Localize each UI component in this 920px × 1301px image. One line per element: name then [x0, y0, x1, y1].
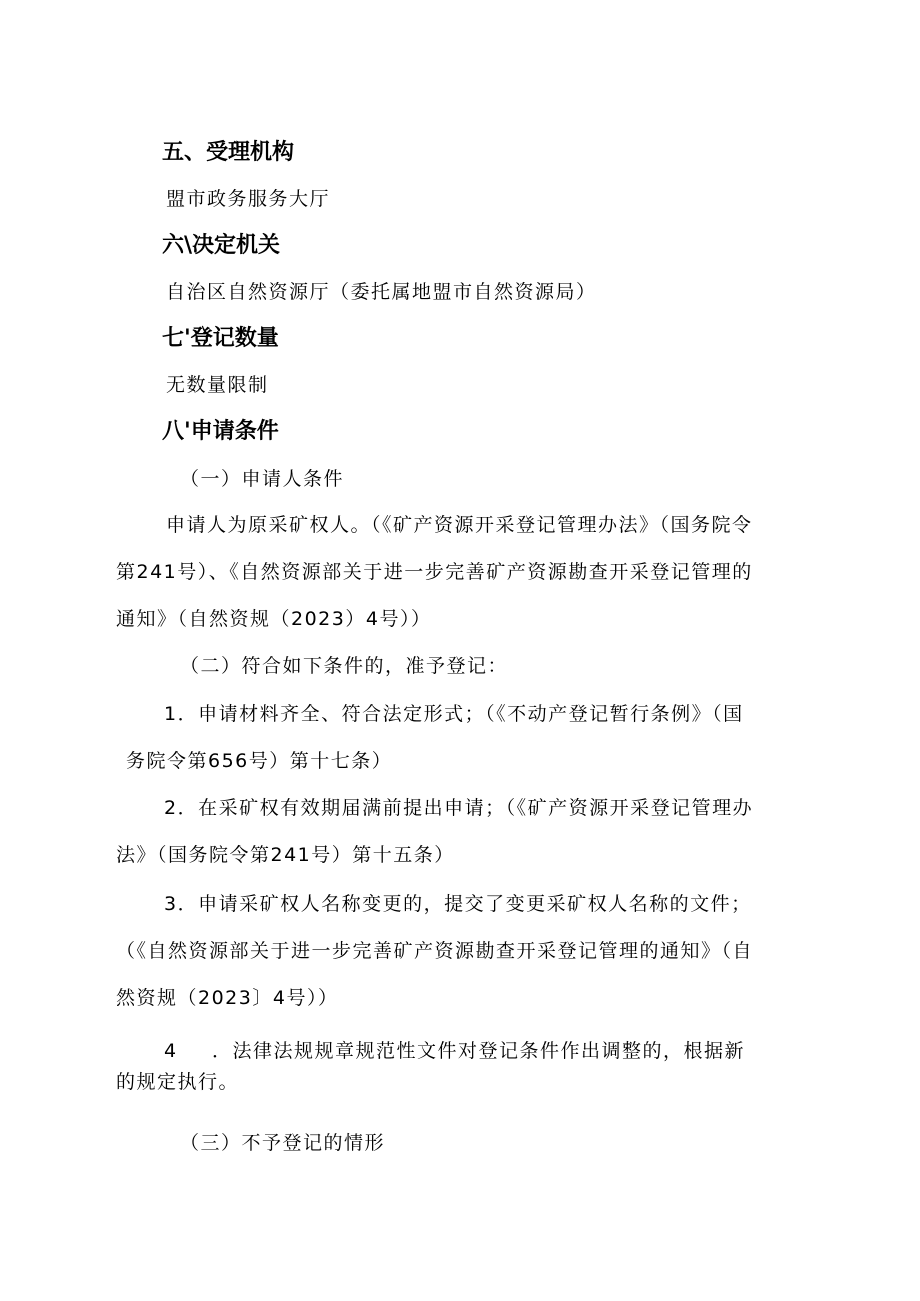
- heading-application-conditions: 八'申请条件: [162, 419, 279, 444]
- condition-3-line-3: 然资规（2023〕4号））: [116, 987, 339, 1009]
- heading-registration-quantity: 七'登记数量: [162, 326, 279, 351]
- registration-quantity-text: 无数量限制: [166, 374, 269, 396]
- applicant-conditions-line-1: 申请人为原采矿权人。（《矿产资源开采登记管理办法》（国务院令: [166, 514, 753, 536]
- subheading-applicant-conditions: （一）申请人条件: [180, 468, 345, 490]
- condition-3-line-1: 3．申请采矿权人名称变更的，提交了变更采矿权人名称的文件；: [164, 893, 752, 915]
- condition-4-line-1: ．法律法规规章规范性文件对登记条件作出调整的，根据新: [212, 1040, 746, 1062]
- condition-1-line-1: 1．申请材料齐全、符合法定形式；（《不动产登记暂行条例》（国: [164, 703, 744, 725]
- subheading-refusal-cases: （三）不予登记的情形: [180, 1132, 386, 1154]
- subheading-approval-conditions: （二）符合如下条件的，准予登记：: [180, 655, 509, 677]
- heading-acceptance-agency: 五、受理机构: [162, 140, 295, 165]
- condition-4-line-2: 的规定执行。: [116, 1071, 240, 1093]
- decision-authority-text: 自治区自然资源厅（委托属地盟市自然资源局）: [166, 281, 597, 303]
- heading-decision-authority: 六\决定机关: [162, 233, 281, 258]
- condition-3-line-2: （《自然资源部关于进一步完善矿产资源勘查开采登记管理的通知》（自: [116, 940, 754, 962]
- applicant-conditions-line-2: 第241号）、《自然资源部关于进一步完善矿产资源勘查开采登记管理的: [116, 561, 753, 583]
- condition-2-line-1: 2．在采矿权有效期届满前提出申请；（《矿产资源开采登记管理办: [164, 797, 754, 819]
- applicant-conditions-line-3: 通知》（自然资规（2023）4号））: [116, 608, 432, 630]
- acceptance-agency-text: 盟市政务服务大厅: [166, 188, 331, 210]
- condition-2-line-2: 法》（国务院令第241号）第十五条）: [116, 844, 455, 866]
- condition-4-number: 4: [164, 1040, 178, 1062]
- condition-1-line-2: 务院令第656号）第十七条）: [126, 750, 393, 772]
